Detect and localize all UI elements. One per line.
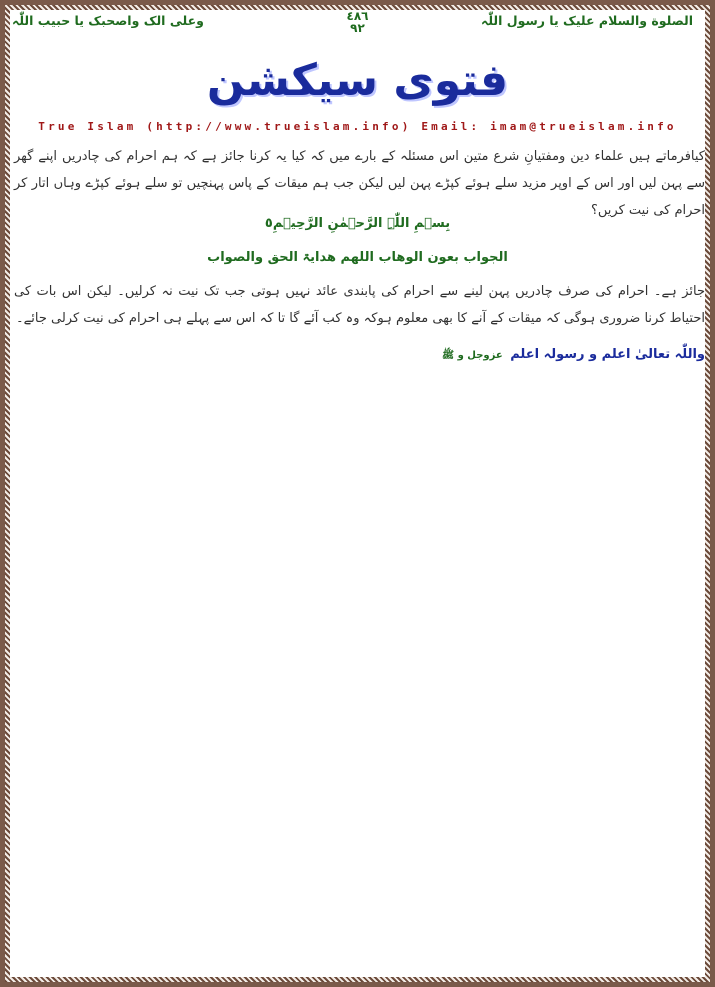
page-title: فتوی سیکشن xyxy=(206,55,509,106)
answer-heading: الجواب بعون الوھاب اللھم ھدایۃ الحق والصواب xyxy=(207,250,508,265)
salutation-right: الصلوة والسلام علیک یا رسول اللّٰہ xyxy=(481,13,693,28)
page-number-line1: ٤٨٦ xyxy=(346,9,369,23)
site-contact-line: True Islam (http://www.trueislam.info) Email: imam@trueislam.info xyxy=(38,120,677,133)
answer-text: جائز ہے۔ احرام کی صرف چادریں پہن لینے سے احرام کی پابندی عائد نہیں ہوتی جب تک نیت نہ کرلیں۔ لیکن اس بات کی احتیاط کرنا ضروری ہوگی کہ میقات کے آنے کا بھی معلوم ہوکہ وہ کب آئے گا تا کہ اس سے پہلے ہی احرام کی نیت کرلی جائے۔ xyxy=(14,284,705,326)
question-text: کیافرماتے ہیں علماء دین ومفتیانِ شرع متین اس مسئلہ کے بارے میں کہ کیا یہ کرنا جائز ہے کہ ہم احرام کی چادریں اپنے گھر سے پہن لیں اور اس کے اوپر مزید سلے ہوئے کپڑے پہن لیں لیکن جب ہم میقات کے پاس پہنچیں تو سلے ہوئے کپڑے وہاں اتار کر احرام کی نیت کریں؟ xyxy=(14,149,705,218)
honorific-calligraphy: عزوجل و ﷺ xyxy=(442,350,503,361)
closing-formula xyxy=(442,347,705,363)
bismillah: بِسۡمِ اللّٰہِ الرَّحۡمٰنِ الرَّحِیۡمِ٥ xyxy=(264,216,451,231)
page-number-line2: ٩٢ xyxy=(350,21,365,35)
page-content xyxy=(10,10,705,977)
closing-text: واللّٰہ تعالیٰ اعلم و رسولہ اعلم xyxy=(510,347,705,362)
salutation-left: وعلی الک واصحبک یا حبیب اللّٰہ xyxy=(12,13,204,28)
page-number xyxy=(10,10,705,34)
